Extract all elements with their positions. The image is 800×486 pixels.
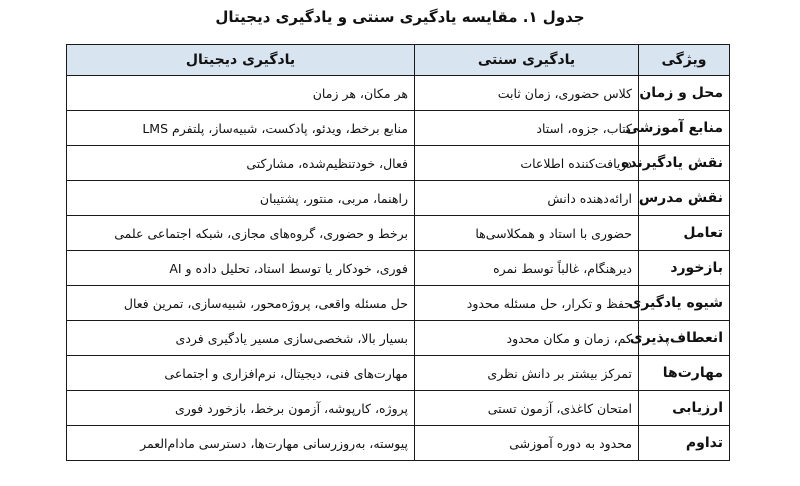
table-row [67, 391, 730, 426]
feature-cell: مهارت‌ها [639, 356, 730, 391]
comparison-table [66, 44, 730, 461]
digital-cell: فوری، خودکار یا توسط استاد، تحلیل داده و AI [67, 251, 415, 286]
feature-cell: محل و زمان [639, 76, 730, 111]
digital-cell: راهنما، مربی، منتور، پشتیبان [67, 181, 415, 216]
traditional-cell: ارائه‌دهنده دانش [415, 181, 639, 216]
header-digital: یادگیری دیجیتال [67, 45, 415, 76]
feature-cell: تعامل [639, 216, 730, 251]
traditional-cell: محدود به دوره آموزشی [415, 426, 639, 461]
digital-cell: حل مسئله واقعی، پروژه‌محور، شبیه‌سازی، تمرین فعال [67, 286, 415, 321]
table-row [67, 321, 730, 356]
digital-cell: فعال، خودتنظیم‌شده، مشارکتی [67, 146, 415, 181]
traditional-cell: امتحان کاغذی، آزمون تستی [415, 391, 639, 426]
feature-cell: منابع آموزشی [639, 111, 730, 146]
feature-cell: نقش مدرس [639, 181, 730, 216]
header-feature: ویژگی [639, 45, 730, 76]
digital-cell: بسیار بالا، شخصی‌سازی مسیر یادگیری فردی [67, 321, 415, 356]
digital-cell: پیوسته، به‌روزرسانی مهارت‌ها، دسترسی مادام‌العمر [67, 426, 415, 461]
table-header-row [67, 45, 730, 76]
table-row [67, 216, 730, 251]
digital-cell: پروژه، کارپوشه، آزمون برخط، بازخورد فوری [67, 391, 415, 426]
traditional-cell: دیرهنگام، غالباً توسط نمره [415, 251, 639, 286]
feature-cell: نقش یادگیرنده [639, 146, 730, 181]
digital-cell: برخط و حضوری، گروه‌های مجازی، شبکه اجتماعی علمی [67, 216, 415, 251]
table-row [67, 146, 730, 181]
digital-cell: هر مکان، هر زمان [67, 76, 415, 111]
traditional-cell: کتاب، جزوه، استاد [415, 111, 639, 146]
table-row [67, 356, 730, 391]
table-row [67, 76, 730, 111]
traditional-cell: تمرکز بیشتر بر دانش نظری [415, 356, 639, 391]
digital-cell: مهارت‌های فنی، دیجیتال، نرم‌افزاری و اجتماعی [67, 356, 415, 391]
table-row [67, 251, 730, 286]
table-row [67, 111, 730, 146]
feature-cell: بازخورد [639, 251, 730, 286]
digital-cell: منابع برخط، ویدئو، پادکست، شبیه‌ساز، پلتفرم LMS [67, 111, 415, 146]
table-row [67, 426, 730, 461]
feature-cell: شیوه یادگیری [639, 286, 730, 321]
traditional-cell: کم، زمان و مکان محدود [415, 321, 639, 356]
feature-cell: انعطاف‌پذیری [639, 321, 730, 356]
traditional-cell: دریافت‌کننده اطلاعات [415, 146, 639, 181]
table-row [67, 286, 730, 321]
feature-cell: تداوم [639, 426, 730, 461]
traditional-cell: کلاس حضوری، زمان ثابت [415, 76, 639, 111]
table-row [67, 181, 730, 216]
header-traditional: یادگیری سنتی [415, 45, 639, 76]
table-caption: جدول ۱. مقایسه یادگیری سنتی و یادگیری دیجیتال [215, 8, 585, 26]
feature-cell: ارزیابی [639, 391, 730, 426]
traditional-cell: حضوری با استاد و همکلاسی‌ها [415, 216, 639, 251]
traditional-cell: حفظ و تکرار، حل مسئله محدود [415, 286, 639, 321]
